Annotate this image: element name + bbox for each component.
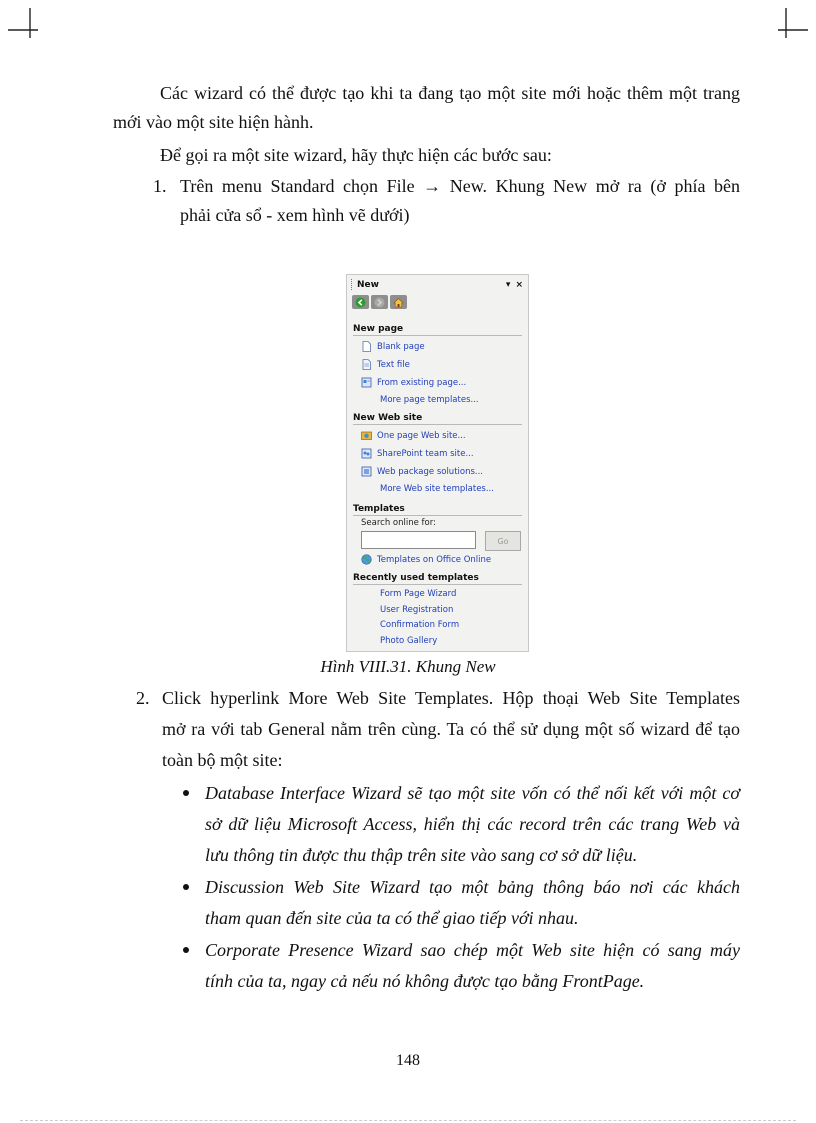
bullet-2-line-2: tham quan đến site của ta có thể giao tiếp với nhau.: [205, 908, 579, 928]
task-pane-nav: [352, 294, 528, 310]
link-form-page-wizard[interactable]: Form Page Wizard: [380, 589, 457, 599]
link-label: One page Web site...: [377, 430, 466, 441]
section-templates-heading: Templates: [353, 504, 522, 516]
link-confirmation-form[interactable]: Confirmation Form: [380, 620, 460, 630]
link-more-web-site-templates[interactable]: More Web site templates...: [380, 484, 494, 494]
go-button[interactable]: Go: [485, 531, 521, 551]
close-icon[interactable]: ×: [515, 279, 523, 290]
bullet-3-line-1: Corporate Presence Wizard sao chép một Web site hiện có sang máy: [205, 940, 740, 960]
forward-button[interactable]: [371, 295, 388, 309]
link-user-registration[interactable]: User Registration: [380, 605, 454, 615]
task-pane-title: New: [357, 279, 379, 290]
link-web-package-solutions[interactable]: [361, 466, 483, 477]
web-site-icon: [361, 430, 372, 441]
link-label: Templates on Office Online: [377, 554, 492, 565]
link-sharepoint-team-site[interactable]: [361, 448, 474, 459]
link-more-page-templates[interactable]: More page templates...: [380, 395, 479, 405]
link-text-file[interactable]: [361, 359, 410, 370]
page-bottom-rule: [20, 1120, 796, 1121]
link-blank-page[interactable]: [361, 341, 425, 352]
home-icon: [393, 297, 404, 308]
bullet-3-marker: [183, 947, 189, 953]
sharepoint-icon: [361, 448, 372, 459]
existing-page-icon: [361, 377, 372, 388]
link-label: From existing page...: [377, 377, 467, 388]
section-new-page-heading: New page: [353, 324, 522, 336]
bullet-2-line-1: Discussion Web Site Wizard tạo một bảng thông báo nơi các khách: [205, 877, 740, 897]
back-arrow-icon: [355, 297, 366, 308]
step-2-line-3: toàn bộ một site:: [162, 750, 283, 770]
globe-icon: [361, 554, 372, 565]
link-photo-gallery[interactable]: Photo Gallery: [380, 636, 438, 646]
new-task-pane: [346, 274, 529, 652]
bullet-1-marker: [183, 790, 189, 796]
crop-mark-top-left: [8, 8, 38, 38]
blank-page-icon: [361, 341, 372, 352]
text-file-icon: [361, 359, 372, 370]
home-button[interactable]: [390, 295, 407, 309]
link-templates-on-office-online[interactable]: [361, 554, 491, 565]
paragraph-1-line-1: Các wizard có thể được tạo khi ta đang tạo một site mới hoặc thêm một trang: [160, 83, 740, 103]
link-label: Text file: [377, 359, 410, 370]
page-number: 148: [396, 1052, 420, 1069]
crop-mark-top-right: [778, 8, 808, 38]
bullet-1-line-3: lưu thông tin được thu thập trên site vào sang cơ sở dữ liệu.: [205, 845, 638, 865]
link-label: Web package solutions...: [377, 466, 484, 477]
link-label: SharePoint team site...: [377, 448, 474, 459]
paragraph-1-line-2: mới vào một site hiện hành.: [113, 112, 314, 132]
section-recently-used-heading: Recently used templates: [353, 573, 522, 585]
step-1-number: 1.: [153, 176, 167, 196]
link-label: Blank page: [377, 341, 425, 352]
paragraph-2: Để gọi ra một site wizard, hãy thực hiện các bước sau:: [160, 145, 552, 165]
step-2-number: 2.: [136, 688, 150, 708]
bullet-2-marker: [183, 884, 189, 890]
forward-arrow-icon: [374, 297, 385, 308]
bullet-3-line-2: tính của ta, ngay cả nếu nó không được tạo bằng FrontPage.: [205, 971, 645, 991]
back-button[interactable]: [352, 295, 369, 309]
step-1-line-2: phải cửa sổ - xem hình vẽ dưới): [180, 205, 410, 225]
bullet-1-line-2: sở dữ liệu Microsoft Access, hiển thị các record trên các trang Web và: [205, 814, 740, 834]
bullet-1-line-1: Database Interface Wizard sẽ tạo một site vốn có thể nối kết với một cơ: [205, 783, 740, 803]
web-package-icon: [361, 466, 372, 477]
step-2-line-2: mở ra với tab General nằm trên cùng. Ta có thể sử dụng một số wizard để tạo: [162, 719, 740, 739]
step-2-line-1: Click hyperlink More Web Site Templates. Hộp thoại Web Site Templates: [162, 688, 740, 708]
task-pane-titlebar: [347, 275, 528, 294]
link-one-page-web-site[interactable]: [361, 430, 466, 441]
section-new-web-site-heading: New Web site: [353, 413, 522, 425]
figure-caption: Hình VIII.31. Khung New: [320, 657, 496, 676]
link-from-existing-page[interactable]: [361, 377, 466, 388]
search-online-input[interactable]: [361, 531, 476, 549]
step-1-line-1: Trên menu Standard chọn File → New. Khung New mở ra (ở phía bên: [180, 176, 740, 196]
dropdown-arrow-icon[interactable]: ▾: [505, 279, 511, 290]
drag-grip[interactable]: [351, 279, 354, 290]
search-online-label: Search online for:: [361, 518, 436, 528]
